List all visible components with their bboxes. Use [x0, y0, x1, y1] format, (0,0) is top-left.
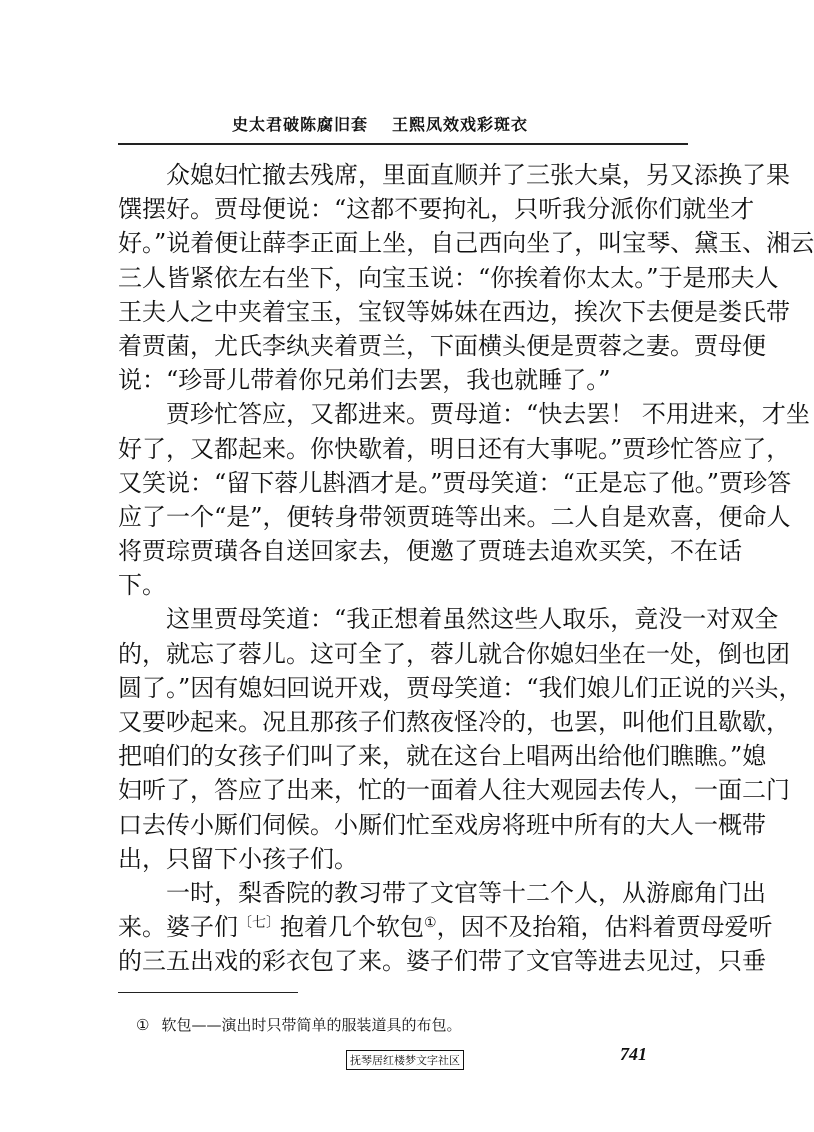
text-line: 应了一个“是”，便转身带领贾琏等出来。二人自是欢喜，便命人 [118, 502, 791, 531]
text-line-with-notes: 来。婆子们$^{〔七〕}$抱着几个软包①，因不及抬箱，估料着贾母爱听 [118, 913, 773, 942]
text-line: 好。”说着便让薛李正面上坐，自己西向坐了，叫宝琴、黛玉、湘云 [118, 229, 814, 258]
body-text [118, 158, 814, 979]
text-line: 王夫人之中夹着宝玉，宝钗等姊妹在西边，挨次下去便是娄氏带 [118, 297, 790, 326]
text-line: 三人皆紧依左右坐下，向宝玉说：“你挨着你太太。”于是邢夫人 [118, 263, 779, 292]
text-line: 贾珍忙答应，又都进来。贾母道：“快去罢！ 不用进来，才坐 [166, 400, 810, 429]
footnote-text: 软包——演出时只带简单的服装道具的布包。 [161, 1016, 462, 1034]
text-line: 妇听了，答应了出来，忙的一面着人往大观园去传人，一面二门 [118, 776, 790, 805]
text-line: 将贾琮贾璜各自送回家去，便邀了贾琏去追欢买笑，不在话 [118, 537, 742, 566]
watermark-stamp: 抚琴居红楼梦文字社区 [346, 1050, 464, 1070]
text-line: 又要吵起来。况且那孩子们熬夜怪冷的，也罢，叫他们且歇歇， [118, 708, 790, 736]
chapter-title-left: 史太君破陈腐旧套 [232, 115, 369, 134]
text-line: 好了，又都起来。你快歇着，明日还有大事呢。”贾珍忙答应了， [118, 434, 791, 463]
text-line: 的三五出戏的彩衣包了来。婆子们带了文官等进去见过，只垂 [118, 947, 766, 976]
footnote-ref-mark: ① [424, 915, 437, 932]
text-line: 把咱们的女孩子们叫了来，就在这台上唱两出给他们瞧瞧。”媳 [118, 742, 767, 771]
text-line: 的，就忘了蓉儿。这可全了，蓉儿就合你媳妇坐在一处，倒也团 [118, 639, 790, 668]
text-line: 圆了。”因有媳妇回说开戏，贾母笑道：“我们娘儿们正说的兴头， [118, 673, 803, 702]
text-line: 出，只留下小孩子们。 [118, 844, 358, 873]
footnote-rule [118, 992, 298, 993]
text-line: 说：“珍哥儿带着你兄弟们去罢，我也就睡了。” [118, 366, 611, 395]
text-line: 馔摆好。贾母便说：“这都不要拘礼，只听我分派你们就坐才 [118, 195, 755, 224]
header-rule [118, 143, 688, 145]
page-number: 741 [620, 1044, 647, 1064]
footnote-mark: ① [136, 1016, 150, 1034]
editor-note-mark: 〔七〕 [238, 915, 280, 932]
chapter-title-right: 王熙凤效戏彩斑衣 [392, 115, 529, 134]
running-header [232, 112, 682, 135]
text-line: 一时，梨香院的教习带了文官等十二个人，从游廊角门出 [166, 878, 766, 907]
text-line: 着贾菌，尤氏李纨夹着贾兰，下面横头便是贾蓉之妻。贾母便 [118, 331, 766, 360]
text-line: 这里贾母笑道：“我正想着虽然这些人取乐，竟没一对双全 [166, 605, 779, 634]
text-line: 又笑说：“留下蓉儿斟酒才是。”贾母笑道：“正是忘了他。”贾珍答 [118, 468, 792, 497]
text-line: 口去传小厮们伺候。小厮们忙至戏房将班中所有的大人一概带 [118, 810, 766, 839]
text-line: 众媳妇忙撤去残席，里面直顺并了三张大桌，另又添换了果 [166, 161, 790, 189]
text-line: 下。 [118, 571, 166, 600]
footnote [136, 1014, 461, 1035]
